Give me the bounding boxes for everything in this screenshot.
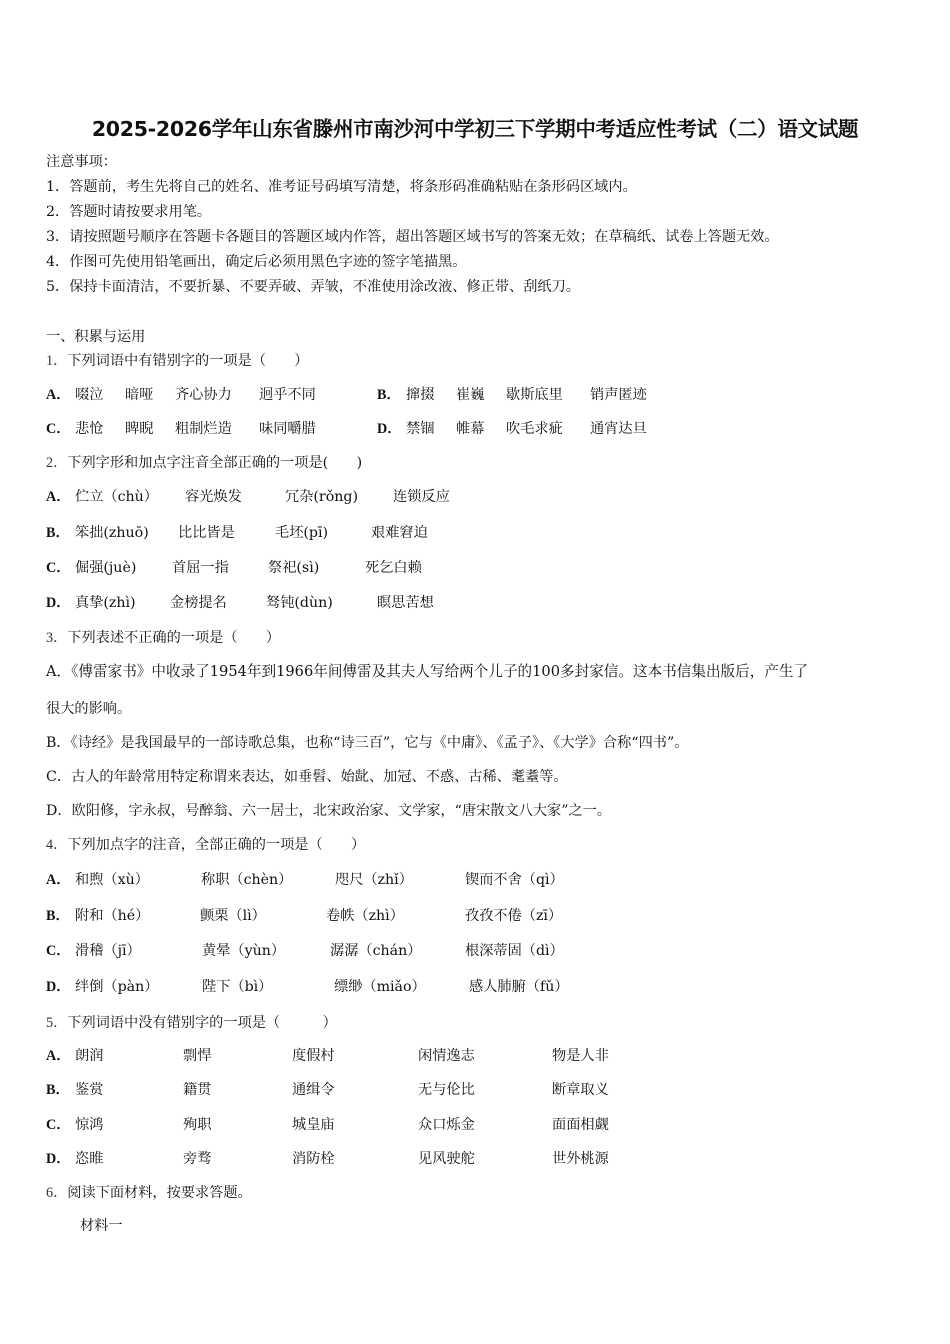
q2-option-b[interactable]	[46, 524, 74, 542]
question-text: 下列词语中有错别字的一项是（ ）	[67, 353, 309, 369]
q3-option-d[interactable]: D．欧阳修，字永叔，号醉翁、六一居士，北宋政治家、文学家，“唐宋散文八大家”之一。	[46, 803, 612, 819]
option-word: 驽钝(dùn)	[266, 595, 333, 611]
option-word: 冗杂(rǒng)	[285, 489, 358, 505]
option-word: 颤栗（lì）	[200, 908, 266, 924]
question-text: 下列词语中没有错别字的一项是（ ）	[67, 1015, 337, 1031]
notice-item: 3．请按照题号顺序在答题卡各题目的答题区域内作答，超出答题区域书写的答案无效；在草稿纸、试卷上答题无效。	[46, 229, 779, 245]
option-label: D．	[46, 1151, 71, 1167]
option-word: 见风驶舵	[418, 1151, 475, 1167]
option-word: 潺潺（chán）	[330, 943, 422, 959]
option-label: B．	[46, 1082, 70, 1098]
option-label: C．	[46, 1117, 71, 1133]
option-word: 瞑思苦想	[377, 595, 434, 611]
notice-item: 1．答题前，考生先将自己的姓名、准考证号码填写清楚，将条形码准确粘贴在条形码区域内。	[46, 179, 637, 195]
option-word: 咫尺（zhǐ）	[335, 872, 413, 888]
option-word: 迥乎不同	[259, 387, 316, 403]
q3-option-a[interactable]: A．《傅雷家书》中收录了1954年到1966年间傅雷及其夫人写给两个儿子的100多封家信。这本书信集出版后，产生了	[46, 663, 809, 680]
option-word: 感人肺腑（fǔ）	[469, 979, 569, 995]
option-word: 撺掇	[406, 387, 435, 403]
option-word: 剽悍	[183, 1048, 212, 1064]
option-word: 金榜提名	[170, 595, 227, 611]
option-word: 齐心协力	[175, 387, 232, 403]
q5-option-a[interactable]	[46, 1047, 74, 1065]
q5-option-d[interactable]	[46, 1150, 74, 1168]
option-word: 鉴赏	[75, 1082, 104, 1098]
q5-option-b[interactable]	[46, 1081, 74, 1099]
option-label: D．	[377, 421, 402, 437]
option-word: 锲而不舍（qì）	[465, 872, 564, 888]
option-word: 禁锢	[406, 421, 435, 437]
question-number: 5．	[46, 1015, 68, 1031]
option-label: B．	[377, 387, 401, 403]
question-text: 下列字形和加点字注音全部正确的一项是( )	[67, 455, 363, 471]
option-word: 籍贯	[183, 1082, 212, 1098]
q3-option-a-cont: 很大的影响。	[46, 701, 132, 717]
question-text: 下列表述不正确的一项是（ ）	[67, 630, 281, 646]
option-word: 真挚(zhì)	[75, 595, 136, 611]
option-word: 绊倒（pàn）	[75, 979, 159, 995]
q5-option-c[interactable]	[46, 1116, 74, 1134]
notice-item: 2．答题时请按要求用笔。	[46, 204, 212, 220]
option-word: 通缉令	[292, 1082, 335, 1098]
option-word: 比比皆是	[178, 525, 235, 541]
option-word: 无与伦比	[418, 1082, 475, 1098]
option-word: 和煦（xù）	[75, 872, 149, 888]
option-word: 祭祀(sì)	[268, 560, 320, 576]
option-label: B．	[46, 525, 70, 541]
q4-option-d[interactable]	[46, 978, 74, 996]
option-word: 陛下（bì）	[202, 979, 273, 995]
option-word: 滑稽（jī）	[75, 943, 141, 959]
option-word: 缥缈（miǎo）	[334, 979, 426, 995]
page-title: 2025-2026学年山东省滕州市南沙河中学初三下学期中考适应性考试（二）语文试题	[91, 117, 859, 141]
option-word: 连锁反应	[393, 489, 450, 505]
option-word: 歇斯底里	[506, 387, 563, 403]
q1-option-b[interactable]	[377, 386, 405, 404]
option-word: 消防栓	[292, 1151, 335, 1167]
option-label: C．	[46, 421, 71, 437]
option-word: 睥睨	[125, 421, 154, 437]
option-label: C．	[46, 560, 71, 576]
option-label: B．	[46, 908, 70, 924]
question-number: 3．	[46, 630, 68, 646]
option-word: 殉职	[183, 1117, 212, 1133]
option-word: 物是人非	[552, 1048, 609, 1064]
notice-item: 4．作图可先使用铅笔画出，确定后必须用黑色字迹的签字笔描黑。	[46, 254, 467, 270]
option-word: 销声匿迹	[590, 387, 647, 403]
option-word: 卷帙（zhì）	[326, 908, 404, 924]
question-6-stem	[46, 1184, 252, 1202]
q1-option-a[interactable]	[46, 386, 74, 404]
question-number: 4．	[46, 837, 68, 853]
material-heading: 材料一	[80, 1218, 123, 1234]
q4-option-a[interactable]	[46, 871, 74, 889]
option-word: 通宵达旦	[590, 421, 647, 437]
option-word: 众口烁金	[418, 1117, 475, 1133]
option-word: 粗制烂造	[175, 421, 232, 437]
option-word: 啜泣	[75, 387, 104, 403]
option-word: 帷幕	[456, 421, 485, 437]
option-word: 暗哑	[125, 387, 154, 403]
question-5-stem	[46, 1014, 337, 1032]
option-label: D．	[46, 595, 71, 611]
q4-option-b[interactable]	[46, 907, 74, 925]
q1-option-c[interactable]	[46, 420, 74, 438]
question-number: 2．	[46, 455, 68, 471]
section-heading: 一、积累与运用	[46, 329, 146, 345]
question-text: 阅读下面材料，按要求答题。	[67, 1185, 252, 1201]
q3-option-b[interactable]: B．《诗经》是我国最早的一部诗歌总集，也称“诗三百”，它与《中庸》、《孟子》、《大学》合称“四书”。	[46, 735, 689, 751]
option-word: 根深蒂固（dì）	[465, 943, 564, 959]
option-label: A．	[46, 872, 71, 888]
q2-option-d[interactable]	[46, 594, 74, 612]
option-word: 惊鸿	[75, 1117, 104, 1133]
notice-heading: 注意事项：	[46, 154, 117, 170]
question-3-stem	[46, 629, 280, 647]
option-word: 容光焕发	[185, 489, 242, 505]
option-word: 死乞白赖	[365, 560, 422, 576]
option-word: 倔强(juè)	[75, 560, 137, 576]
option-word: 旁骛	[183, 1151, 212, 1167]
option-word: 附和（hé）	[75, 908, 150, 924]
option-word: 称职（chèn）	[201, 872, 293, 888]
option-word: 艰难窘迫	[371, 525, 428, 541]
option-label: A．	[46, 1048, 71, 1064]
option-word: 面面相觑	[552, 1117, 609, 1133]
option-word: 吹毛求疵	[506, 421, 563, 437]
q2-option-c[interactable]	[46, 559, 74, 577]
option-word: 度假村	[292, 1048, 335, 1064]
option-word: 首屈一指	[172, 560, 229, 576]
option-word: 味同嚼腊	[259, 421, 316, 437]
option-label: D．	[46, 979, 71, 995]
option-label: C．	[46, 943, 71, 959]
option-word: 城皇庙	[292, 1117, 335, 1133]
notice-item: 5．保持卡面清洁，不要折暴、不要弄破、弄皱，不准使用涂改液、修正带、刮纸刀。	[46, 279, 580, 295]
option-word: 朗润	[75, 1048, 104, 1064]
q4-option-c[interactable]	[46, 942, 74, 960]
question-1-stem	[46, 352, 309, 370]
question-number: 6．	[46, 1185, 68, 1201]
option-word: 崔巍	[456, 387, 485, 403]
question-text: 下列加点字的注音，全部正确的一项是（ ）	[67, 837, 366, 853]
q3-option-c[interactable]: C．古人的年龄常用特定称谓来表达，如垂髫、始龀、加冠、不惑、古稀、耄耋等。	[46, 769, 568, 785]
option-word: 闲情逸志	[418, 1048, 475, 1064]
q2-option-a[interactable]	[46, 488, 74, 506]
option-word: 毛坯(pī)	[275, 525, 329, 541]
question-number: 1．	[46, 353, 68, 369]
option-word: 笨拙(zhuō)	[75, 525, 149, 541]
option-word: 孜孜不倦（zī）	[465, 908, 563, 924]
option-label: A．	[46, 489, 71, 505]
option-word: 世外桃源	[552, 1151, 609, 1167]
option-word: 伫立（chù）	[75, 489, 158, 505]
q1-option-d[interactable]	[377, 420, 405, 438]
option-label: A．	[46, 387, 71, 403]
option-word: 断章取义	[552, 1082, 609, 1098]
option-word: 悲怆	[75, 421, 104, 437]
question-4-stem	[46, 836, 365, 854]
question-2-stem	[46, 454, 362, 472]
option-word: 恣睢	[75, 1151, 104, 1167]
option-word: 黄晕（yùn）	[202, 943, 286, 959]
